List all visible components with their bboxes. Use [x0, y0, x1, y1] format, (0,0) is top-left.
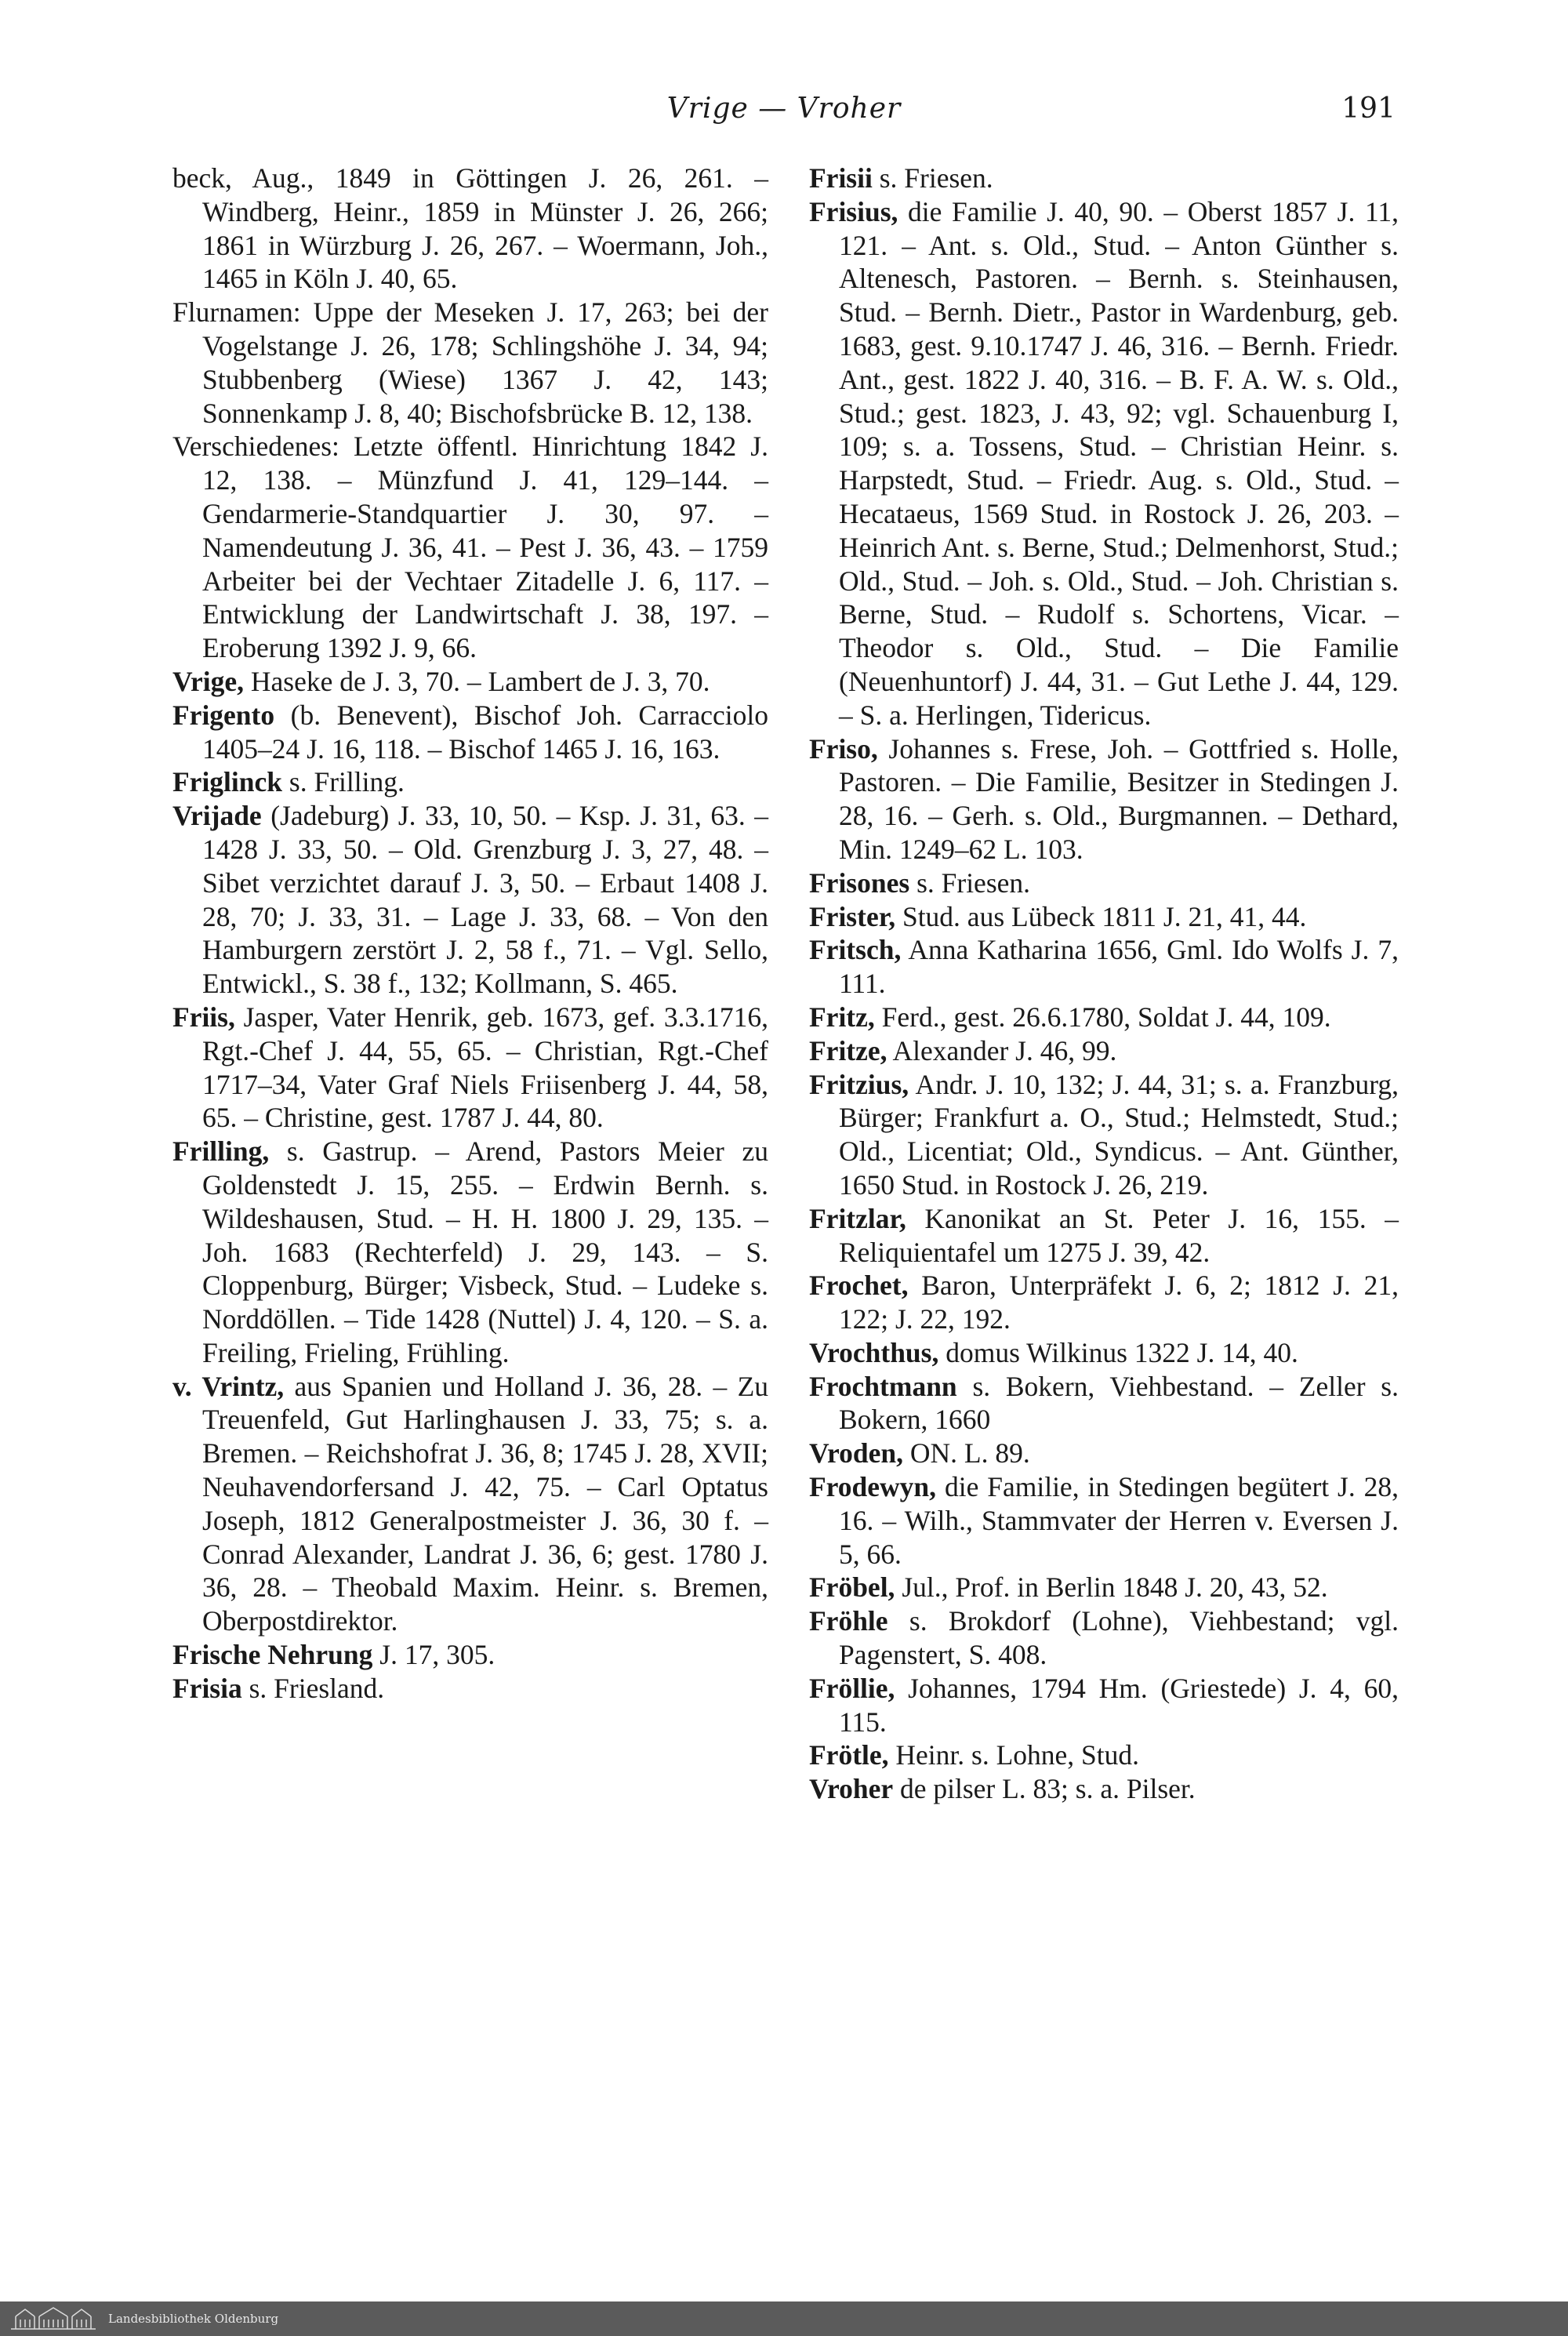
entry-head: Frötle, — [809, 1739, 889, 1771]
entry-text: Verschiedenes: Letzte öffentl. Hinrichtung 1842 J. 12, 138. – Münzfund J. 41, 129–144. – Gendarmerie-Standquartier J. 30, 97. – Namendeutung J. 36, 41. – Pest J. 36, 43. – 1759 Arbeiter bei der Vechtaer Zitadelle J. 6, 117. – Entwicklung der Landwirtschaft J. 38, 197. – Eroberung 1392 J. 9, 66. — [172, 431, 768, 664]
entry-head: Frochet, — [809, 1270, 909, 1302]
entry-text: Johannes s. Frese, Joh. – Gottfried s. Holle, Pastoren. – Die Familie, Besitzer in Stedingen J. 28, 16. – Gerh. s. Old., Burgmannen. – Dethard, Min. 1249–62 L. 103. — [839, 732, 1399, 865]
entry-text: Ferd., gest. 26.6.1780, Soldat J. 44, 109. — [881, 1001, 1331, 1033]
index-entry — [809, 1202, 1399, 1270]
entry-text: s. Friesland. — [249, 1672, 385, 1704]
entry-head: Friso, — [809, 732, 878, 765]
entry-head: Frisia — [172, 1672, 242, 1704]
index-entry — [809, 866, 1399, 900]
entry-text: Flurnamen: Uppe der Meseken J. 17, 263; bei der Vogelstange J. 26, 178; Schlingshöhe J. 34, 94; Stubbenberg (Wiese) 1367 J. 42, 143; Sonnenkamp J. 8, 40; Bischofsbrücke B. 12, 138. — [172, 296, 768, 429]
entry-text: s. Gastrup. – Arend, Pastors Meier zu Goldenstedt J. 15, 255. – Erdwin Bernh. s. Wildeshausen, Stud. – H. H. 1800 J. 29, 135. – Joh. 1683 (Rechterfeld) J. 29, 143. – S. Cloppenburg, Bürger; Visbeck, Stud. – Ludeke s. Norddöllen. – Tide 1428 (Nuttel) J. 4, 120. – S. a. Freiling, Frieling, Frühling. — [202, 1135, 768, 1368]
index-entry — [809, 1772, 1399, 1806]
index-entry — [172, 1001, 768, 1135]
entry-text: s. Bokern, Viehbestand. – Zeller s. Bokern, 1660 — [839, 1370, 1399, 1436]
entry-text: die Familie J. 40, 90. – Oberst 1857 J. 11, 121. – Ant. s. Old., Stud. – Anton Günther s. Altenesch, Pastoren. – Bernh. s. Steinhausen, Stud. – Bernh. Dietr., Pastor in Wardenburg, geb. 1683, gest. 9.10.1747 J. 46, 316. – Bernh. Friedr. Ant., gest. 1822 J. 40, 316. – B. F. A. W. s. Old., Stud.; gest. 1823, J. 43, 92; vgl. Schauenburg I, 109; s. a. Tossens, Stud. – Christian Heinr. s. Harpstedt, Stud. – Friedr. Aug. s. Old., Stud. – Hecataeus, 1569 Stud. in Rostock J. 26, 203. – Heinrich Ant. s. Berne, Stud.; Delmenhorst, Stud.; Old., Stud. – Joh. s. Old., Stud. – Joh. Christian s. Berne, Stud. – Rudolf s. Schortens, Vicar. – Theodor s. Old., Stud. – Die Familie (Neuenhuntorf) J. 44, 31. – Gut Lethe J. 44, 129. – S. a. Herlingen, Tidericus. — [839, 195, 1399, 731]
entry-text: s. Frilling. — [289, 766, 405, 798]
entry-text: s. Friesen. — [916, 866, 1031, 899]
index-entry — [809, 162, 1399, 195]
index-entry — [172, 162, 768, 296]
entry-head: Fritz, — [809, 1001, 875, 1033]
index-entry — [809, 1470, 1399, 1571]
index-entry — [809, 195, 1399, 732]
entry-text: (Jadeburg) J. 33, 10, 50. – Ksp. J. 31, 63. – 1428 J. 33, 50. – Old. Grenzburg J. 3, 27, 48. – Sibet verzichtet darauf J. 3, 50. – Erbaut 1408 J. 28, 70; J. 33, 31. – Lage J. 33, 68. – Von den Hamburgern zerstört J. 2, 58 f., 71. – Vgl. Sello, Entwickl., S. 38 f., 132; Kollmann, S. 465. — [202, 800, 768, 1000]
entry-head: Fritsch, — [809, 934, 902, 966]
entry-text: die Familie, in Stedingen begütert J. 28, 16. – Wilh., Stammvater der Herren v. Eversen J. 5, 66. — [839, 1471, 1399, 1570]
index-entry — [172, 1672, 768, 1706]
page-header — [0, 93, 1568, 140]
entry-head: Frister, — [809, 900, 896, 932]
index-entry — [172, 1370, 768, 1638]
entry-text: domus Wilkinus 1322 J. 14, 40. — [946, 1336, 1298, 1368]
index-entry — [809, 1068, 1399, 1202]
page-number: 191 — [1341, 93, 1396, 125]
entry-text: Haseke de J. 3, 70. – Lambert de J. 3, 70. — [250, 665, 710, 697]
entry-head: Fritzlar, — [809, 1202, 906, 1234]
index-entry — [809, 1738, 1399, 1772]
library-footer — [0, 2301, 1568, 2336]
footer-text: Landesbibliothek Oldenburg — [108, 2312, 279, 2326]
index-entry — [172, 665, 768, 699]
right-column — [809, 162, 1399, 1806]
index-entry — [809, 1571, 1399, 1604]
index-entry — [172, 430, 768, 665]
entry-head: Fritze, — [809, 1034, 887, 1066]
entry-text: Alexander J. 46, 99. — [892, 1034, 1117, 1066]
index-entry — [809, 1336, 1399, 1370]
index-entry — [809, 933, 1399, 1001]
index-entry — [809, 1370, 1399, 1437]
index-entry — [809, 1672, 1399, 1739]
entry-head: Frisius, — [809, 195, 898, 227]
index-entry — [809, 900, 1399, 934]
entry-text: Anna Katharina 1656, Gml. Ido Wolfs J. 7, 111. — [839, 934, 1399, 1000]
index-entry — [809, 1034, 1399, 1068]
entry-text: Jasper, Vater Henrik, geb. 1673, gef. 3.3.1716, Rgt.-Chef J. 44, 55, 65. – Christian, Rgt.-Chef 1717–34, Vater Graf Niels Friisenberg J. 44, 58, 65. – Christine, gest. 1787 J. 44, 80. — [202, 1001, 768, 1134]
entry-text: Johannes, 1794 Hm. (Griestede) J. 4, 60, 115. — [839, 1672, 1399, 1738]
entry-head: Fröhle — [809, 1605, 888, 1637]
entry-text: (b. Benevent), Bischof Joh. Carracciolo 1405–24 J. 16, 118. – Bischof 1465 J. 16, 163. — [202, 699, 769, 765]
entry-head: v. Vrintz, — [172, 1370, 285, 1402]
entry-head: Vrochthus, — [809, 1336, 939, 1368]
entry-head: Fröbel, — [809, 1571, 895, 1604]
library-building-icon — [8, 2305, 99, 2332]
entry-head: Frodewyn, — [809, 1471, 937, 1503]
entry-head: Friis, — [172, 1001, 235, 1033]
index-entry — [172, 1135, 768, 1370]
index-entry — [172, 765, 768, 799]
entry-head: Vroden, — [809, 1437, 903, 1470]
entry-head: Vrige, — [172, 665, 245, 697]
index-entry — [172, 699, 768, 766]
entry-text: de pilser L. 83; s. a. Pilser. — [900, 1773, 1196, 1805]
entry-head: Frochtmann — [809, 1370, 957, 1402]
entry-head: Fröllie, — [809, 1672, 895, 1704]
entry-head: Frisii — [809, 162, 873, 194]
entry-head: Frische Nehrung — [172, 1639, 373, 1671]
index-entry — [809, 1437, 1399, 1470]
entry-text: Stud. aus Lübeck 1811 J. 21, 41, 44. — [902, 900, 1307, 932]
index-entry — [809, 732, 1399, 866]
entry-text: s. Brokdorf (Lohne), Viehbestand; vgl. Pagenstert, S. 408. — [839, 1605, 1399, 1671]
entry-head: Friglinck — [172, 766, 283, 798]
entry-head: Vroher — [809, 1773, 894, 1805]
entry-text: Baron, Unterpräfekt J. 6, 2; 1812 J. 21, 122; J. 22, 192. — [839, 1270, 1399, 1335]
index-entry — [809, 1604, 1399, 1672]
left-column — [172, 162, 768, 1706]
entry-head: Vrijade — [172, 800, 262, 832]
entry-text: ON. L. 89. — [909, 1437, 1030, 1470]
index-entry — [172, 296, 768, 430]
entry-head: Frilling, — [172, 1135, 270, 1168]
index-entry — [172, 799, 768, 1001]
entry-text: aus Spanien und Holland J. 36, 28. – Zu Treuenfeld, Gut Harlinghausen J. 33, 75; s. a. Bremen. – Reichshofrat J. 36, 8; 1745 J. 28, XVII; Neuhavendorfersand J. 42, 75. – Carl Optatus Joseph, 1812 Generalpostmeister J. 36, 30 f. – Conrad Alexander, Landrat J. 36, 6; gest. 1780 J. 36, 28. – Theobald Maxim. Heinr. s. Bremen, Oberpostdirektor. — [202, 1370, 769, 1637]
entry-text: Kanonikat an St. Peter J. 16, 155. – Reliquientafel um 1275 J. 39, 42. — [839, 1202, 1399, 1268]
entry-head: Fritzius, — [809, 1068, 909, 1100]
entry-text: s. Friesen. — [879, 162, 993, 194]
entry-text: J. 17, 305. — [379, 1639, 495, 1671]
entry-head: Frigento — [172, 699, 275, 731]
index-entry — [809, 1001, 1399, 1034]
entry-text: Heinr. s. Lohne, Stud. — [895, 1739, 1139, 1771]
entry-text: Andr. J. 10, 132; J. 44, 31; s. a. Franzburg, Bürger; Frankfurt a. O., Stud.; Helmstedt, Stud.; Old., Licentiat; Old., Syndicus. – Ant. Günther, 1650 Stud. in Rostock J. 26, 219. — [839, 1068, 1399, 1201]
running-head: Vrige — Vroher — [666, 93, 902, 125]
entry-head: Frisones — [809, 866, 910, 899]
index-entry — [809, 1269, 1399, 1336]
index-entry — [172, 1638, 768, 1672]
entry-text: Jul., Prof. in Berlin 1848 J. 20, 43, 52. — [902, 1571, 1328, 1604]
entry-text: beck, Aug., 1849 in Göttingen J. 26, 261. – Windberg, Heinr., 1859 in Münster J. 26, 266; 1861 in Würzburg J. 26, 267. – Woermann, Joh., 1465 in Köln J. 40, 65. — [172, 162, 768, 295]
